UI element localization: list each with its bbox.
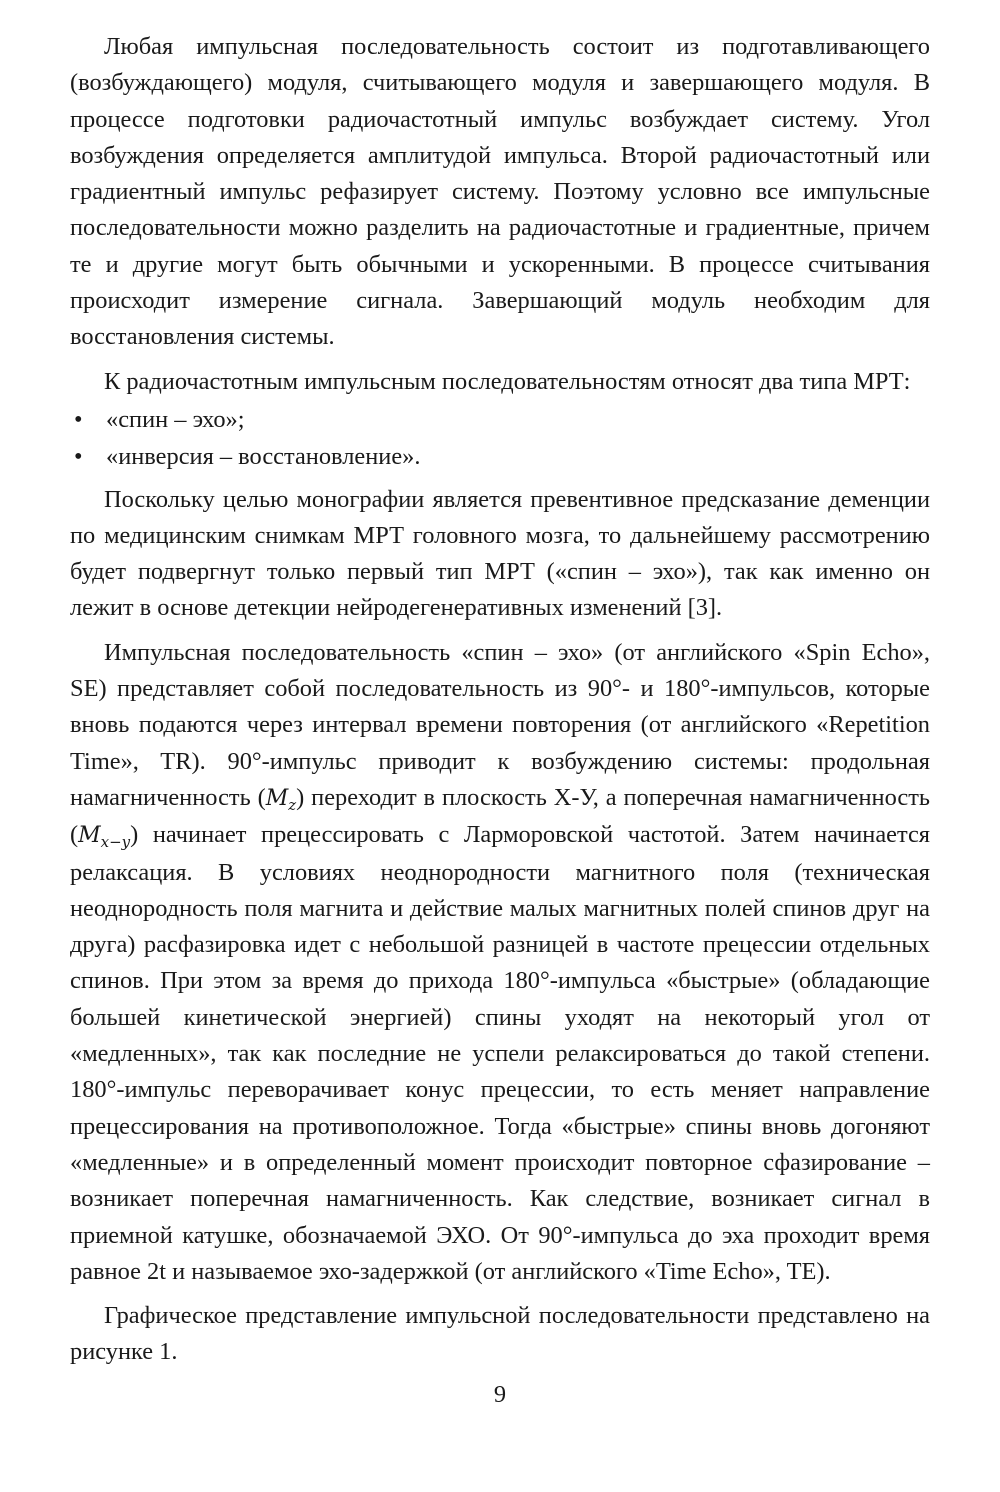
bullet-icon: • xyxy=(74,405,83,433)
math-subscript: x−y xyxy=(100,833,131,852)
math-transverse-magnetization xyxy=(78,823,131,852)
paragraph-spin-echo-part-1: Импульсная последовательность «спин – эхо» (от английского «Spin Echo», SE) представляет собой последовательность из 90°- и 180°-импульсов, которые вновь подаются через интервал времени повторения (от английского «Repetition Time», TR). 90°-импульс приводит к возбуждению системы: продольная намагниченность ( xyxy=(70,638,930,811)
math-symbol: M xyxy=(78,823,101,849)
list-item-text: «инверсия – восстановление». xyxy=(106,443,421,471)
paragraph-spin-echo-part-2: ) переходит в плоскость Х-У, а поперечная намагниченность ( xyxy=(70,783,930,849)
page-body xyxy=(70,29,930,1379)
list-item-text: «спин – эхо»; xyxy=(106,405,245,433)
paragraph-pulse-sequence-modules: Любая импульсная последовательность состоит из подготавливающего (возбуждающего) модуля, считывающего модуля и завершающего модуля. В процессе подготовки радиочастотный импульс возбуждает систему. Угол возбуждения определяется амплитудой импульса. Второй радиочастотный или градиентный импульс рефазирует систему. Поэтому условно все импульсные последовательности можно разделить на радиочастотные и градиентные, причем те и другие могут быть обычными и ускоренными. В процессе считывания происходит измерение сигнала. Завершающий модуль необходим для восстановления системы. xyxy=(70,33,930,351)
paragraph-spin-echo-part-3: ) начинает прецессировать с Ларморовской частотой. Затем начинается релаксация. В условиях неоднородности магнитного поля (техническая неоднородность поля магнита и действие малых магнитных полей спинов друг на друга) расфазировка идет с небольшой разницей в частоте прецессии отдельных спинов. При этом за время до прихода 180°-импульса «быстрые» (обладающие большей кинетической энергией) спины уходят на некоторый угол от «медленных», так как последние не успели релаксироваться до такой степени. 180°-импульс переворачивает конус прецессии, то есть меняет направление прецессирования на противоположное. Тогда «быстрые» спины вновь догоняют «медленные» и в определенный момент происходит повторное сфазирование – возникает поперечная намагниченность. Как следствие, возникает сигнал в приемной катушке, обозначаемой ЭХО. От 90°-импульса до эха проходит время равное 2t и называемое эхо-задержкой (от английского «Time Echo», TE). xyxy=(70,821,930,1285)
math-symbol: M xyxy=(265,785,289,811)
list-item xyxy=(70,402,930,438)
math-longitudinal-magnetization xyxy=(265,785,297,814)
paragraph-rf-sequence-types: К радиочастотным импульсным последовательностям относят два типа МРТ: xyxy=(104,367,911,395)
mri-types-list xyxy=(70,402,930,476)
math-subscript: z xyxy=(288,795,297,814)
list-item xyxy=(70,439,930,475)
paragraph-figure-reference: Графическое представление импульсной последовательности представлено на рисунке 1. xyxy=(70,1302,930,1366)
paragraph-monograph-goal: Поскольку целью монографии является превентивное предсказание деменции по медицинским снимкам МРТ головного мозга, то дальнейшему рассмотрению будет подвергнут только первый тип МРТ («спин – эхо»), так как именно он лежит в основе детекции нейродегенеративных изменений [3]. xyxy=(70,485,930,622)
paragraph-spin-echo xyxy=(70,635,930,1290)
page-number: 9 xyxy=(493,1381,507,1408)
bullet-icon: • xyxy=(74,443,83,471)
